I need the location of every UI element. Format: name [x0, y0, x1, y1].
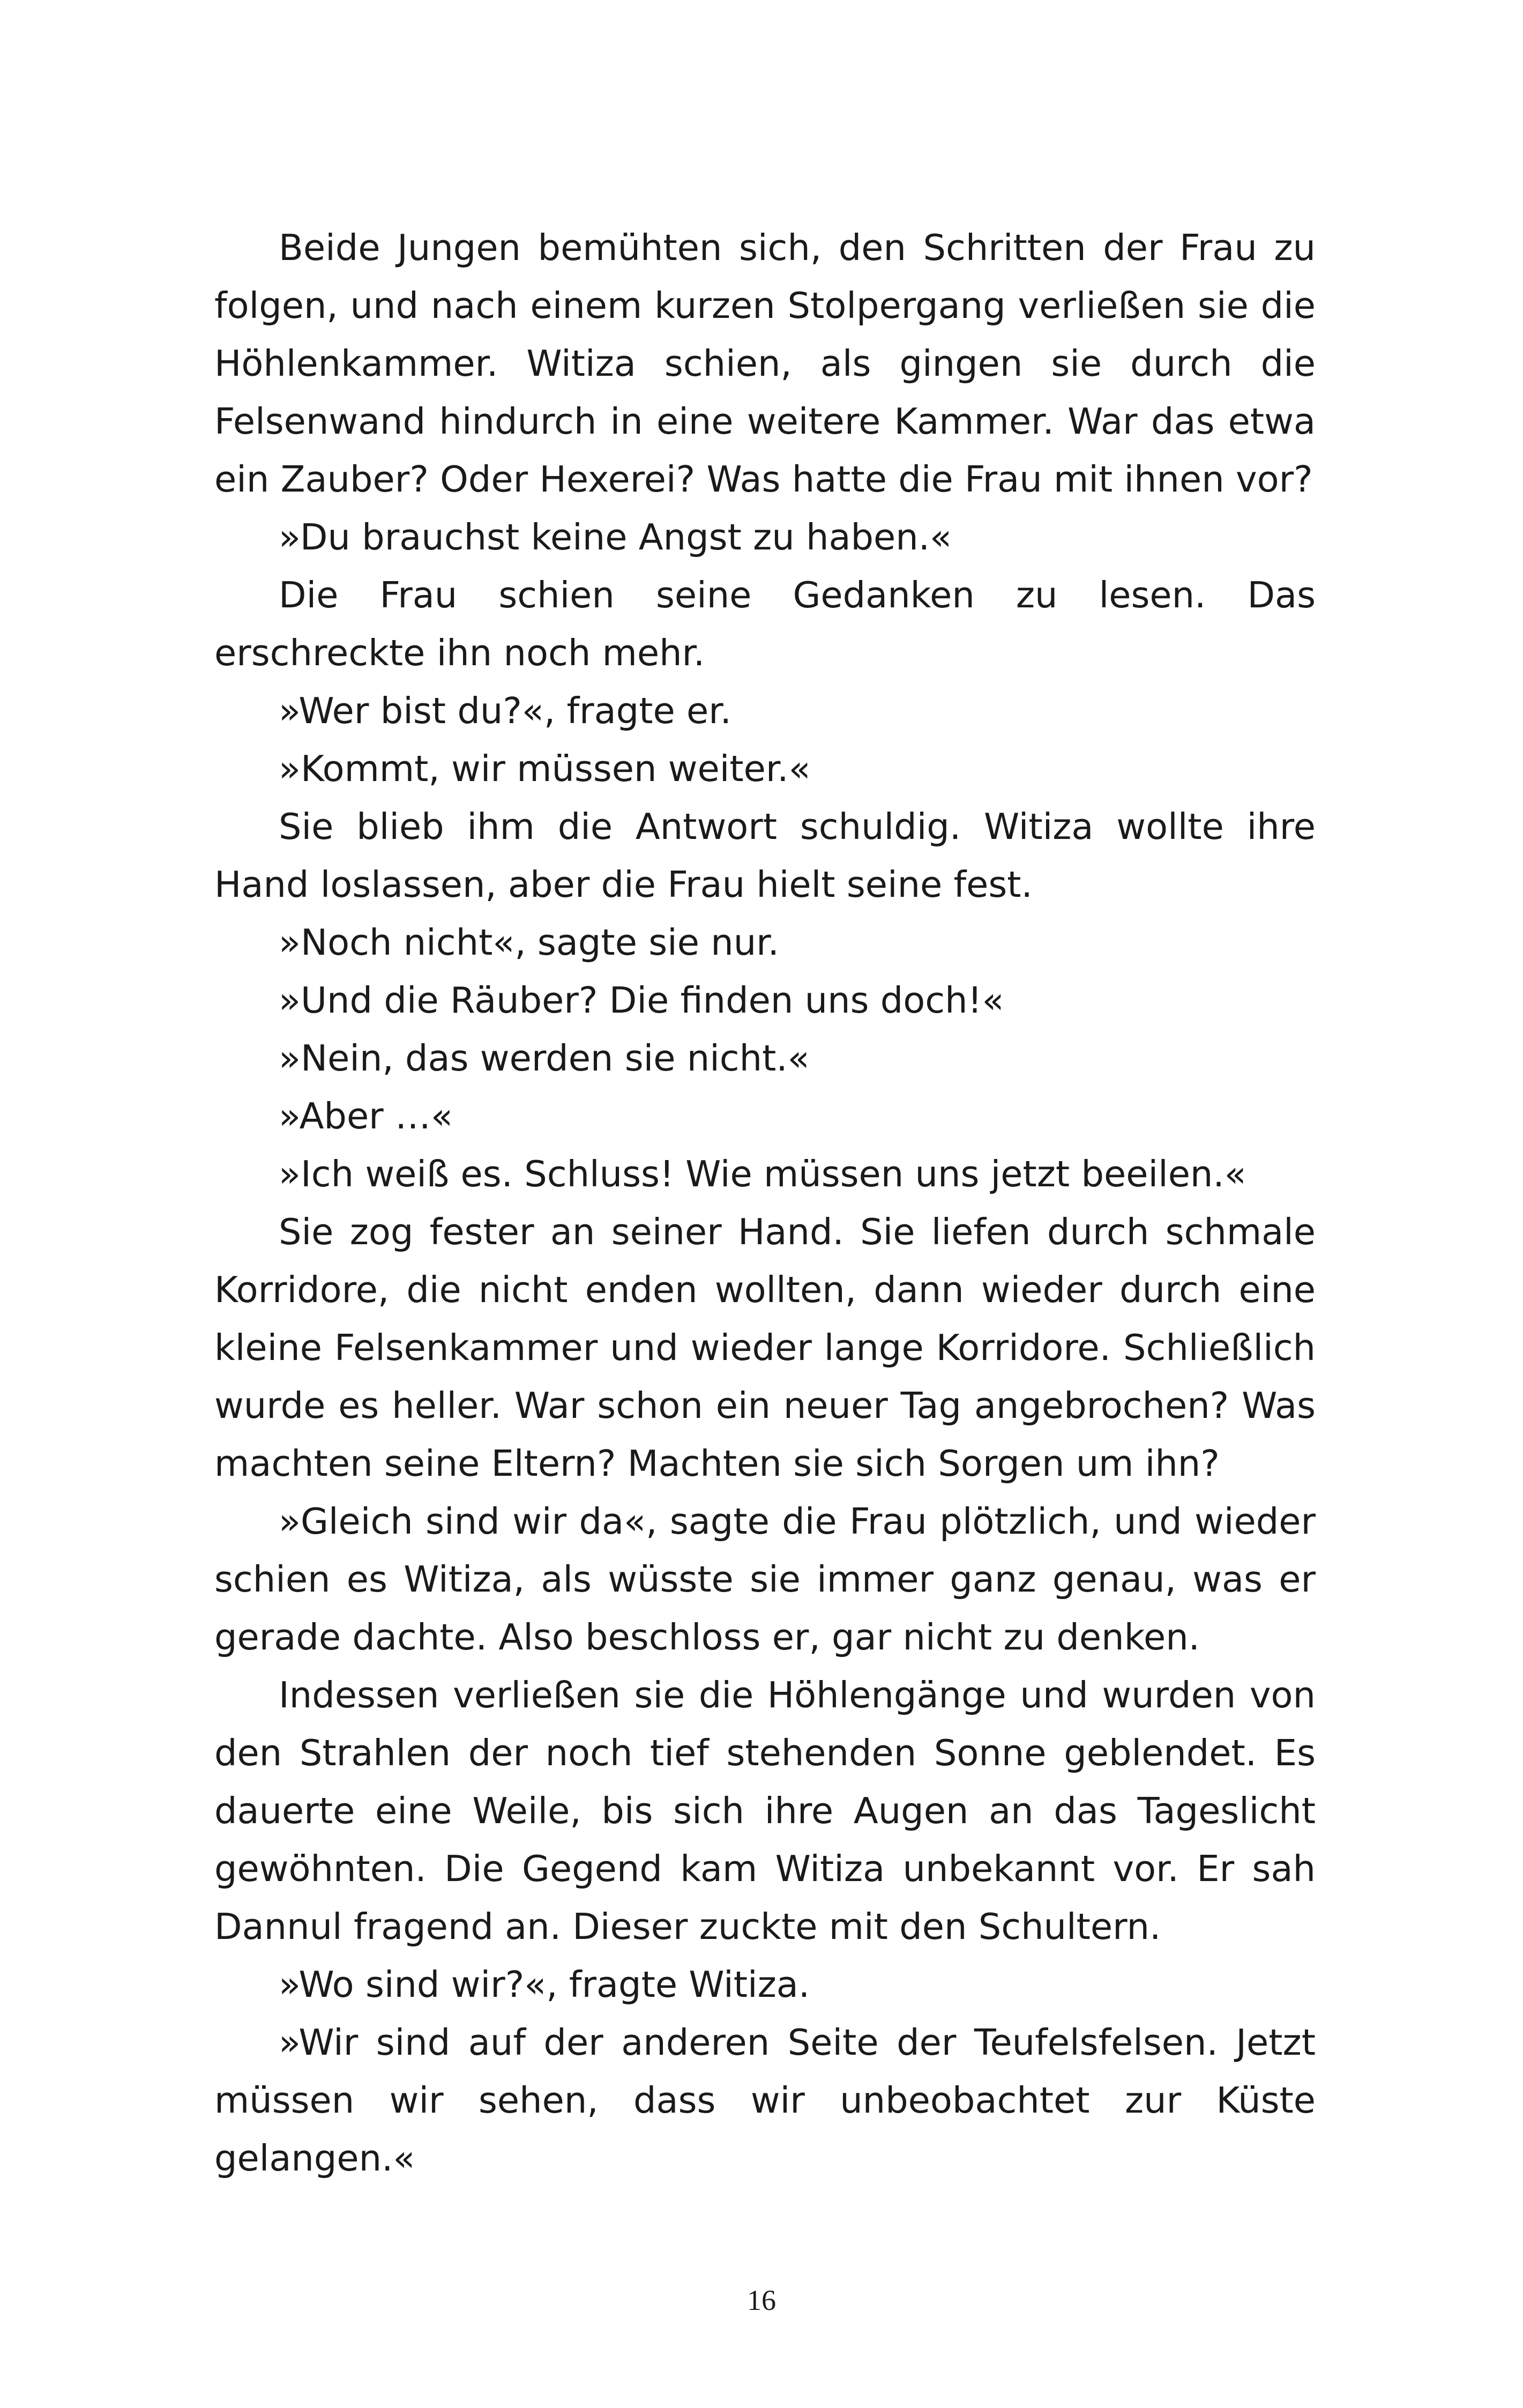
paragraph: »Nein, das werden sie nicht.« [279, 1037, 810, 1079]
paragraph: »Ich weiß es. Schluss! Wie müssen uns jetzt beeilen.« [279, 1153, 1246, 1195]
paragraph: »Kommt, wir müssen weiter.« [279, 748, 811, 790]
paragraph: »Noch nicht«, sagte sie nur. [279, 921, 779, 963]
paragraph: »Du brauchst keine Angst zu haben.« [279, 516, 952, 558]
paragraph: Indessen verließen sie die Höhlengänge und wurden von den Strahlen der noch tief stehenden Sonne geblendet. Es dauerte eine Weile, bis sich ihre Augen an das Tageslicht gewöhnten. Die Gegend kam Witiza unbekannt vor. Er sah Dannul fragend an. Dieser zuckte mit den Schultern. [214, 1674, 1316, 1948]
paragraph: Sie blieb ihm die Antwort schuldig. Witiza wollte ihre Hand loslassen, aber die Frau hielt seine fest. [214, 806, 1316, 905]
paragraph: »Und die Räuber? Die finden uns doch!« [279, 979, 1004, 1021]
paragraph: Die Frau schien seine Gedanken zu lesen. Das erschreckte ihn noch mehr. [214, 574, 1316, 674]
paragraph: »Gleich sind wir da«, sagte die Frau plötzlich, und wieder schien es Witiza, als wüsste sie immer ganz genau, was er gerade dachte. Also beschloss er, gar nicht zu denken. [214, 1500, 1316, 1658]
paragraph: »Wir sind auf der anderen Seite der Teufelsfelsen. Jetzt müssen wir sehen, dass wir unbeobachtet zur Küste gelangen.« [214, 2021, 1316, 2179]
paragraph: »Wo sind wir?«, fragte Witiza. [279, 1964, 810, 2005]
paragraph: »Aber …« [279, 1095, 453, 1137]
page-number: 16 [747, 2284, 776, 2316]
paragraph: Beide Jungen bemühten sich, den Schritten der Frau zu folgen, und nach einem kurzen Stolpergang verließen sie die Höhlenkammer. Witiza schien, als gingen sie durch die Felsenwand hindurch in eine weitere Kammer. War das etwa ein Zauber? Oder Hexerei? Was hatte die Frau mit ihnen vor? [214, 227, 1316, 500]
paragraph: Sie zog fester an seiner Hand. Sie liefen durch schmale Korridore, die nicht enden wollten, dann wieder durch eine kleine Felsenkammer und wieder lange Korridore. Schließlich wurde es heller. War schon ein neuer Tag angebrochen? Was machten seine Eltern? Machten sie sich Sorgen um ihn? [214, 1211, 1316, 1484]
paragraph: »Wer bist du?«, fragte er. [279, 690, 731, 732]
body-text [214, 219, 1316, 2187]
